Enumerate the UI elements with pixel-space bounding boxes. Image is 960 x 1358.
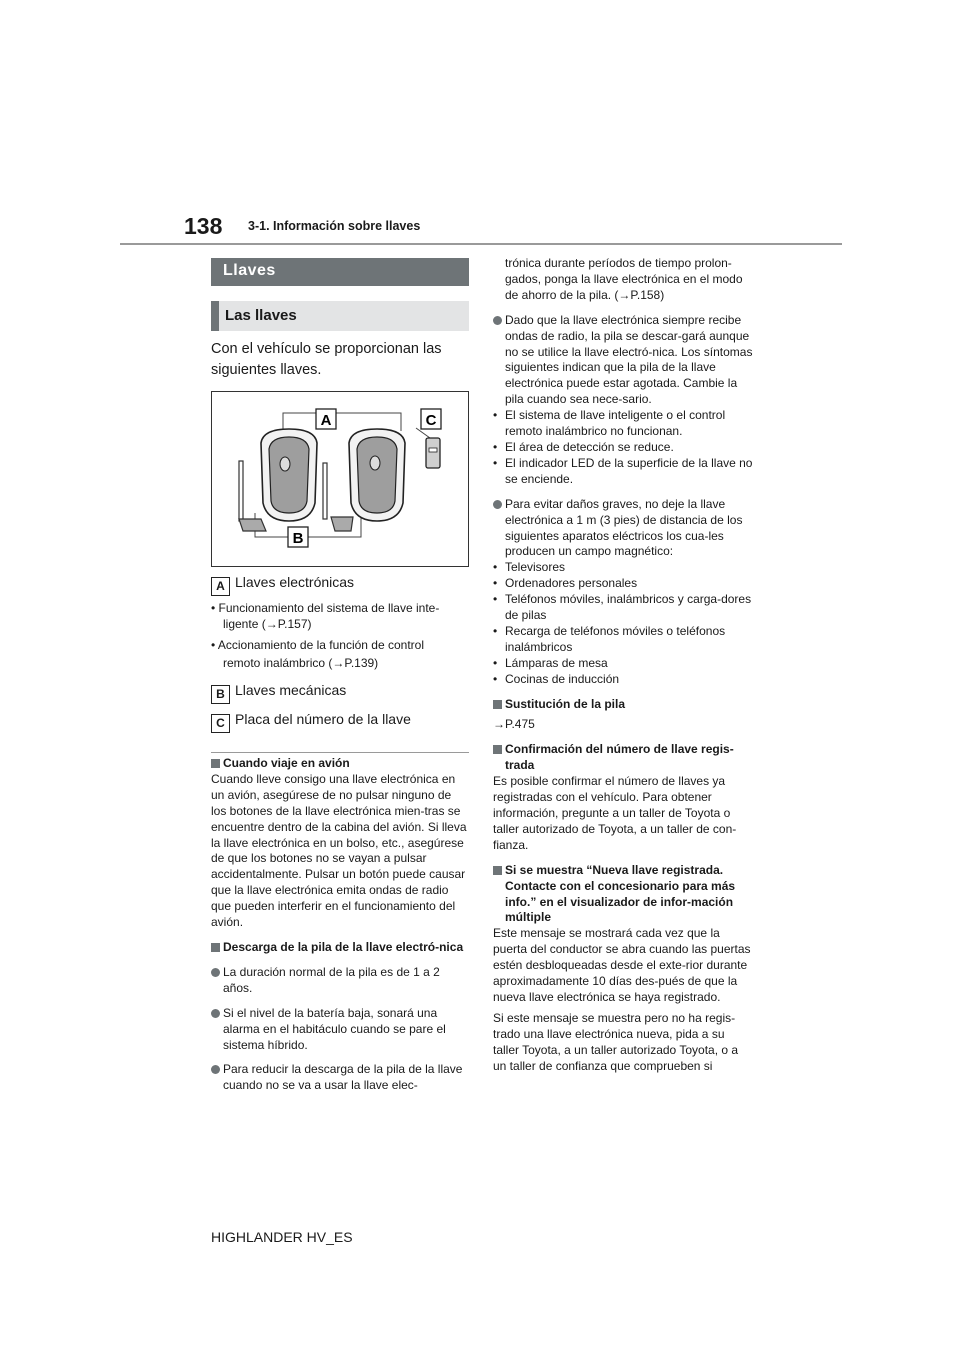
item-a-sub1: • Funcionamiento del sistema de llave inte-: [211, 601, 440, 615]
heading-new-key-message: Si se muestra “Nueva llave registrada. Contacte con el concesionario para más info.” en el visualizador de infor-mación múltiple: [493, 863, 753, 927]
left-column: [211, 756, 469, 1094]
item-c: [211, 711, 411, 733]
item-a-label: Llaves electrónicas: [235, 574, 355, 590]
paragraph-continued: trónica durante períodos de tiempo prolon-gados, ponga la llave electrónica en el modo de ahorro de la pila. (→P.158): [505, 256, 743, 302]
figure-label-a: A: [320, 412, 332, 429]
badge-a: A: [211, 577, 230, 596]
right-column: [493, 256, 753, 1075]
appliance-2: • Ordenadores personales: [493, 576, 753, 592]
heading-battery-discharge: Descarga de la pila de la llave electró-nica: [211, 940, 469, 956]
intro-text: Con el vehículo se proporcionan las siguientes llaves.: [211, 341, 442, 378]
heading-battery-replacement: Sustitución de la pila: [493, 697, 753, 713]
item-b-label: Llaves mecánicas: [235, 682, 347, 698]
bullet-magnetic-field: Para evitar daños graves, no deje la llave electrónica a 1 m (3 pies) de distancia de los siguientes aparatos eléctricos los cua-les producen un campo magnético:: [493, 497, 753, 561]
paragraph-key-number: Es posible confirmar el número de llaves ya registradas con el vehículo. Para obtener información, pregunte a un taller de Toyota o taller autorizado de Toyota, a un taller de con-fianza.: [493, 774, 737, 852]
bullet-radio-waves: Dado que la llave electrónica siempre recibe ondas de radio, la pila se descar-gará aunque no se utilice la llave electró-nica. Los síntomas siguientes indican que la pila de la llave electrónica puede estar agotada. Cambie la pila cuando sea nece-sario.: [493, 313, 753, 408]
symptom-2: • El área de detección se reduce.: [493, 440, 753, 456]
subtitle-band-text: Las llaves: [225, 307, 297, 324]
figure-label-b: B: [292, 530, 304, 547]
section-divider: [211, 752, 469, 753]
item-c-label: Placa del número de la llave: [235, 711, 411, 727]
paragraph-unregistered-key: Si este mensaje se muestra pero no ha regis-trado una llave electrónica nueva, pida a su taller Toyota, a un taller autorizado Toyota, o a un taller de confianza que comprueben si: [493, 1010, 739, 1073]
symptom-3: • El indicador LED de la superficie de la llave no se enciende.: [493, 456, 753, 488]
item-a-sub2b: remoto inalámbrico (→P.139): [223, 656, 379, 670]
key-illustration: [211, 391, 469, 567]
appliance-1: • Televisores: [493, 560, 753, 576]
bullet-battery-alarm: Si el nivel de la batería baja, sonará una alarma en el habitáculo cuando se pare el sistema híbrido.: [211, 1006, 469, 1054]
heading-key-number: Confirmación del número de llave regis-trada: [493, 742, 753, 774]
figure-label-c: C: [425, 412, 437, 429]
bullet-battery-save: Para reducir la descarga de la pila de la llave cuando no se va a usar la llave elec-: [211, 1062, 469, 1094]
appliance-5: • Lámparas de mesa: [493, 656, 753, 672]
section-header: 3-1. Información sobre llaves: [248, 219, 421, 233]
item-a-sub2: • Accionamiento de la función de control: [211, 638, 424, 652]
heading-airplane: Cuando viaje en avión: [211, 756, 469, 772]
appliance-4: • Recarga de teléfonos móviles o teléfonos inalámbricos: [493, 624, 753, 656]
subtitle-band: [211, 301, 469, 331]
title-band-text: Llaves: [223, 262, 276, 279]
item-a: [211, 574, 354, 596]
key-number-plate: [426, 438, 440, 468]
paragraph-new-key-message: Este mensaje se mostrará cada vez que la puerta del conductor se abra cuando las puertas estén desbloqueadas desde el exte-rior durante aproximadamente 10 días des-pués de que la nueva llave electrónica se haya registrado.: [493, 926, 751, 1004]
footer-model: HIGHLANDER HV_ES: [211, 1229, 353, 1245]
item-a-sub1b: ligente (→P.157): [223, 617, 312, 631]
bullet-battery-life: La duración normal de la pila es de 1 a 2 años.: [211, 965, 469, 997]
header-rule: [120, 243, 842, 245]
badge-c: C: [211, 714, 230, 733]
page-number: 138: [184, 213, 223, 239]
appliance-3: • Teléfonos móviles, inalámbricos y carga-dores de pilas: [493, 592, 753, 624]
badge-b: B: [211, 685, 230, 704]
paragraph-airplane: Cuando lleve consigo una llave electrónica en un avión, asegúrese de no pulsar ninguno de los botones de la llave electrónica mien-tras se encuentre dentro de la cabina del avión. Si lleva la llave electrónica en un bolso, etc., asegúrese de que los botones no se vayan a pulsar accidentalmente. Pulsar un botón puede causar que la llave electrónica emita ondas de radio que pueden interferir en el funcionamiento del avión.: [211, 771, 467, 930]
title-band: [211, 258, 469, 286]
appliance-6: • Cocinas de inducción: [493, 672, 753, 688]
symptom-1: • El sistema de llave inteligente o el control remoto inalámbrico no funcionan.: [493, 408, 753, 440]
page-reference: →P.475: [493, 717, 535, 732]
item-b: [211, 682, 346, 704]
